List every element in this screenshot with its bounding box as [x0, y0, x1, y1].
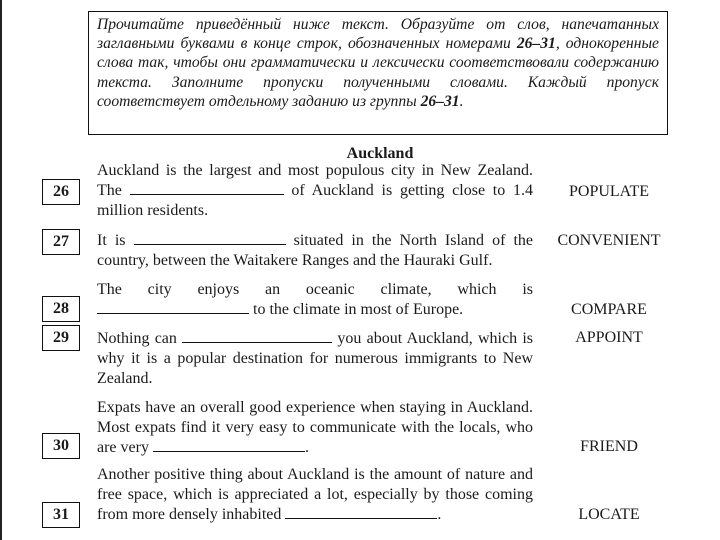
task-number-31: 31 [42, 502, 80, 528]
task-text-29: Nothing can you about Auckland, which is why it is a popular destination for numerous immigrants to New Zealand. [97, 330, 533, 387]
keyword-30: FRIEND [580, 438, 638, 455]
answer-blank-31[interactable] [285, 505, 437, 519]
task-text-30: Expats have an overall good experience when staying in Auckland. Most expats find it very easy to communicate with the locals, who are very . [97, 399, 533, 456]
instruction-box [88, 11, 668, 135]
task-text-26: Auckland is the largest and most populous city in New Zealand. The of Auckland is getting close to 1.4 million residents. [97, 162, 534, 219]
instruction-text-cont: , однокоренные слова так, чтобы они грамматически и лексически соответствовали содержанию текста. Заполните пропуски полученными словами. Каждый пропуск соответствует отдельному заданию из группы [97, 35, 659, 110]
answer-blank-29[interactable] [182, 329, 332, 343]
keyword-27: CONVENIENT [557, 232, 661, 249]
task-text-27: It is situated in the North Island of the country, between the Waitakere Ranges and the Hauraki Gulf. [97, 232, 534, 269]
keyword-31: LOCATE [578, 506, 640, 523]
page-left-edge [0, 0, 2, 540]
answer-blank-26[interactable] [130, 181, 284, 195]
task-text-28: The city enjoys an oceanic climate, which is to the climate in most of Europe. [97, 281, 533, 318]
answer-blank-28[interactable] [97, 300, 249, 314]
task-number-28: 28 [42, 296, 80, 322]
instruction-period: . [459, 92, 464, 110]
task-number-26: 26 [42, 179, 80, 205]
instruction-range-end: 26–31 [420, 92, 460, 110]
task-number-30: 30 [42, 433, 80, 459]
keyword-26: POPULATE [568, 183, 649, 200]
keyword-28: COMPARE [571, 301, 647, 318]
instruction-text: Прочитайте приведённый ниже текст. Образуйте от слов, напечатанных заглавными буквами в конце строк, обозначенных номерами [97, 16, 659, 53]
keyword-29: APPOINT [575, 329, 643, 346]
task-text-31: Another positive thing about Auckland is the amount of nature and free space, which is appreciated a lot, especially by those coming from more densely inhabited . [97, 466, 533, 523]
task-number-29: 29 [42, 325, 80, 351]
task-number-27: 27 [42, 229, 80, 255]
instruction-range: 26–31 [516, 35, 556, 53]
answer-blank-30[interactable] [153, 438, 305, 452]
text-title: Auckland [346, 145, 414, 162]
answer-blank-27[interactable] [134, 231, 286, 245]
